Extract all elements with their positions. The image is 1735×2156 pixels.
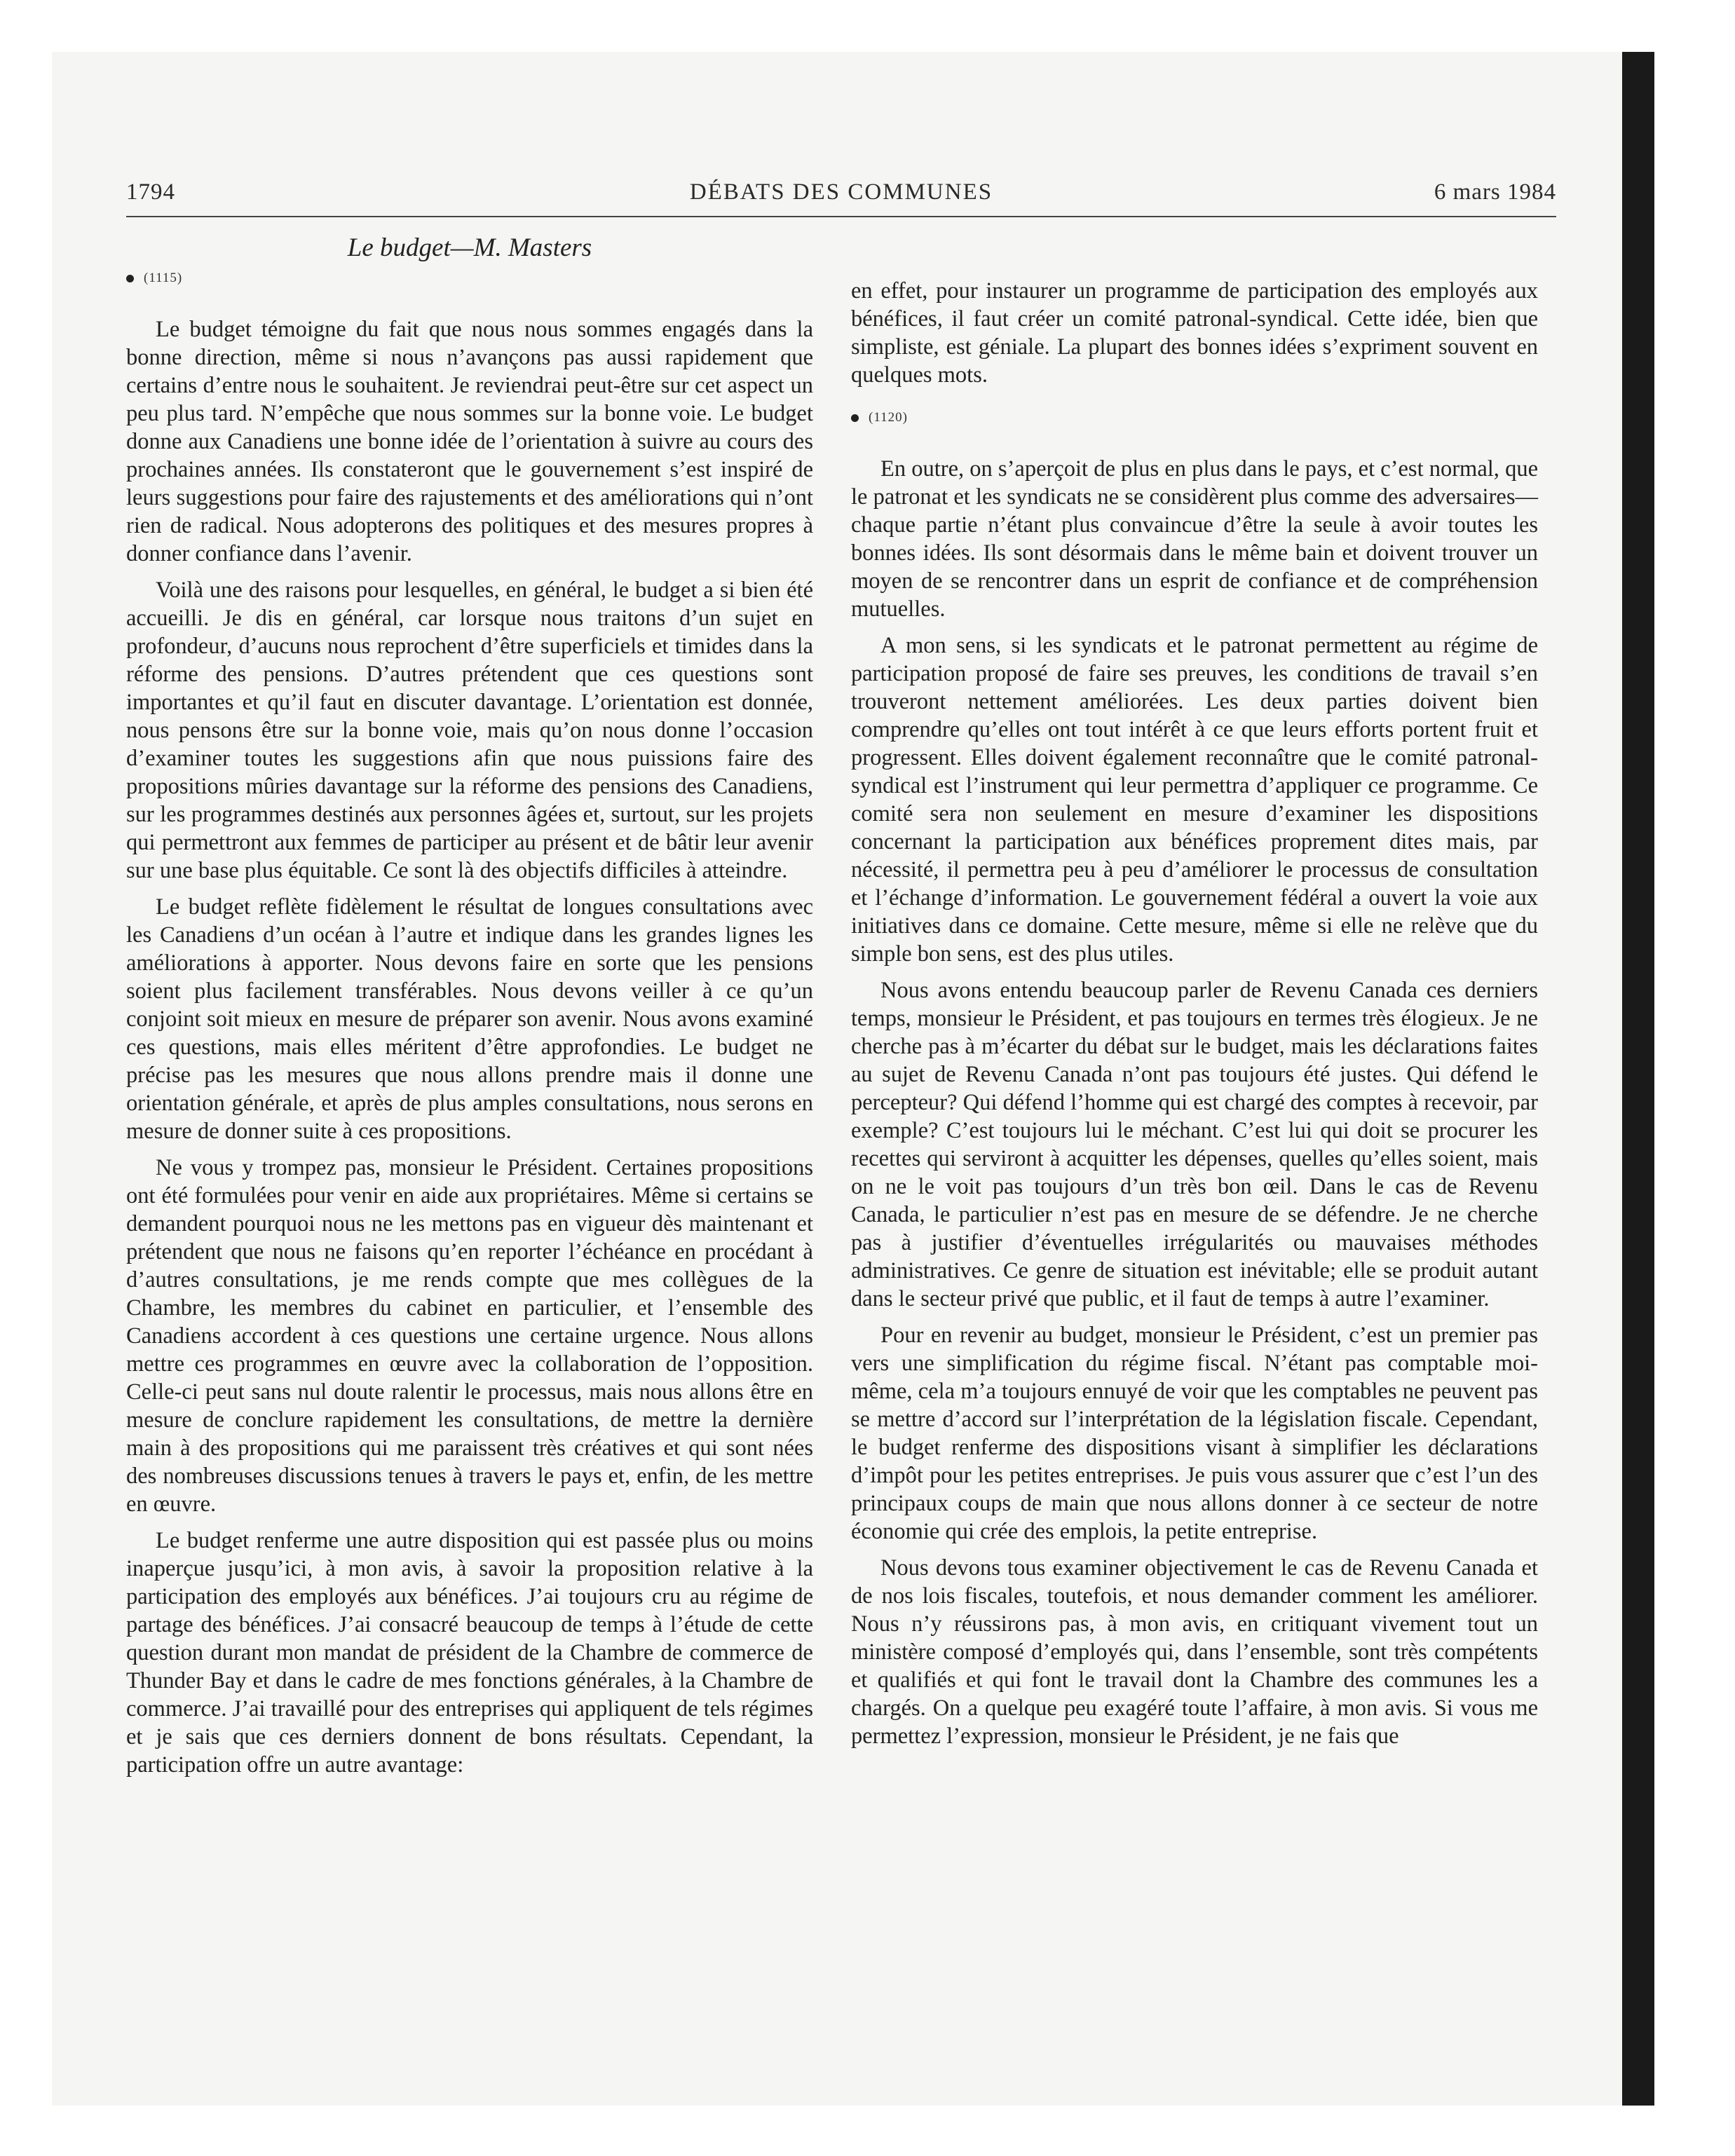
paragraph: Nous devons tous examiner objectivement le cas de Revenu Canada et de nos lois fiscales, toutefois, et nous demander comment les améliorer. Nous n’y réussirons pas, à mon avis, en critiquant vivement tout un ministère composé d’employés qui, dans l’ensemble, sont très compétents et qualifiés et qui font le travail dont la Chambre des communes les a chargés. On a quelque peu exagéré toute l’affaire, à mon avis. Si vous me permettez l’expression, monsieur le Président, je ne fais que bbox=[851, 1555, 1538, 1749]
paragraph: Le budget renferme une autre disposition qui est passée plus ou moins inaperçue jusqu’ici, à mon avis, à savoir la proposition relative à la participation des employés aux bénéfices. J’ai toujours cru au régime de partage des bénéfices. J’ai consacré beaucoup de temps à l’étude de cette question durant mon mandat de président de la Chambre de commerce de Thunder Bay et dans le cadre de mes fonctions générales, à la Chambre de commerce. J’ai travaillé pour des entreprises qui appliquent de tels régimes et je sais que ces derniers donnent de bons résultats. Cependant, la participation offre un autre avantage: bbox=[126, 1528, 813, 1778]
section-title: Le budget—M. Masters bbox=[347, 233, 592, 262]
page-number: 1794 bbox=[126, 179, 175, 205]
paragraph: Nous avons entendu beaucoup parler de Revenu Canada ces derniers temps, monsieur le Président, et pas toujours en termes très élogieux. Je ne cherche pas à m’écarter du débat sur le budget, mais les déclarations faites au sujet de Revenu Canada n’ont pas toujours été justes. Qui défend le percepteur? Qui défend l’homme qui est chargé des comptes à recevoir, par exemple? C’est toujours lui le méchant. C’est lui qui doit se procurer les recettes qui serviront à acquitter les dépenses, quelles qu’elles soient, mais on ne le voit pas toujours d’un très bon œil. Dans le cas de Revenu Canada, le particulier n’est pas en mesure de se défendre. Je ne cherche pas à justifier d’éventuelles irrégularités ou mauvaises méthodes administratives. Ce genre de situation est inévitable; elle se produit autant dans le secteur privé que public, et il faut de temps à autre l’examiner. bbox=[851, 978, 1538, 1311]
paragraph: Le budget témoigne du fait que nous nous sommes engagés dans la bonne direction, même si nous n’avançons pas aussi rapidement que certains d’entre nous le souhaitent. Je reviendrai peut-être sur cet aspect un peu plus tard. N’empêche que nous sommes sur la bonne voie. Le budget donne aux Canadiens une bonne idée de l’orientation à suivre au cours des prochaines années. Ils constateront que le gouvernement s’est inspiré de leurs suggestions pour faire des rajustements et des améliorations qui n’ont rien de radical. Nous adopterons des politiques et des mesures propres à donner confiance dans l’avenir. bbox=[126, 317, 813, 566]
left-column bbox=[126, 268, 813, 1787]
time-marker-text: (1120) bbox=[869, 410, 908, 425]
publication-title: DÉBATS DES COMMUNES bbox=[689, 179, 993, 205]
paragraph-continuation: en effet, pour instaurer un programme de participation des employés aux bénéfices, il faut créer un comité patronal-syndical. Cette idée, bien que simpliste, est géniale. La plupart des bonnes idées s’expriment souvent en quelques mots. bbox=[851, 278, 1538, 388]
right-column bbox=[851, 277, 1538, 1759]
time-marker bbox=[126, 268, 813, 289]
paragraph: En outre, on s’aperçoit de plus en plus dans le pays, et c’est normal, que le patronat et les syndicats ne se considèrent plus comme des adversaires—chaque partie n’étant plus convaincue d’être la seule à avoir toutes les bonnes idées. Ils sont désormais dans le même bain et doivent trouver un moyen de se rencontrer dans un esprit de confiance et de compréhension mutuelles. bbox=[851, 456, 1538, 622]
bullet-icon bbox=[851, 414, 859, 422]
paragraph: Ne vous y trompez pas, monsieur le Président. Certaines propositions ont été formulées pour venir en aide aux propriétaires. Même si certains se demandent pourquoi nous ne les mettons pas en vigueur dès maintenant et prétendent que nous ne faisons qu’en reporter l’échéance en procédant à d’autres consultations, je me rends compte que mes collègues de la Chambre, les membres du cabinet en particulier, et l’ensemble des Canadiens accordent à ces questions une certaine urgence. Nous allons mettre ces programmes en œuvre avec la collaboration de l’opposition. Celle-ci peut sans nul doute ralentir le processus, mais nous allons être en mesure de conclure rapidement les consultations, de mettre la dernière main à des propositions qui me paraissent très créatives et qui sont nées des nombreuses discussions tenues à travers le pays et, enfin, de les mettre en œuvre. bbox=[126, 1155, 813, 1517]
bullet-icon bbox=[126, 275, 134, 282]
paragraph: A mon sens, si les syndicats et le patronat permettent au régime de participation proposé de faire ses preuves, les conditions de travail s’en trouveront nettement améliorées. Les deux parties doivent bien comprendre qu’elles ont tout intérêt à ce que leurs efforts portent fruit et progressent. Elles doivent également reconnaître que le comité patronal-syndical est l’instrument qui leur permettra d’appliquer ce programme. Ce comité sera non seulement en mesure d’examiner les dispositions concernant la participation aux bénéfices proprement dites mais, par nécessité, il permettra peu à peu d’améliorer le processus de consultation et l’échange d’information. Le gouvernement fédéral a ouvert la voie aux initiatives dans ce domaine. Cette mesure, même si elle ne relève que du simple bon sens, est des plus utiles. bbox=[851, 633, 1538, 967]
paragraph: Pour en revenir au budget, monsieur le Président, c’est un premier pas vers une simplification du régime fiscal. N’étant pas comptable moi-même, cela m’a toujours ennuyé de voir que les comptables ne peuvent pas se mettre d’accord sur l’interprétation de la législation fiscale. Cependant, le budget renferme des dispositions visant à simplifier les déclarations d’impôt pour les petites entreprises. Je puis vous assurer que c’est l’un des principaux coups de main que nous allons donner à ce secteur de notre économie qui crée des emplois, la petite entreprise. bbox=[851, 1323, 1538, 1544]
publication-date: 6 mars 1984 bbox=[1434, 179, 1556, 205]
scan-edge-bar bbox=[1622, 52, 1654, 2106]
paragraph: Voilà une des raisons pour lesquelles, en général, le budget a si bien été accueilli. Je dis en général, car lorsque nous traitons d’un sujet en profondeur, d’aucuns nous reprochent d’être superficiels et timides dans la réforme des pensions. D’autres prétendent que ces questions sont importantes et qu’il faut en discuter davantage. L’orientation est donnée, nous pensons être sur la bonne voie, mais qu’on nous donne l’occasion d’examiner toutes les suggestions afin que nous puissions faire des propositions mûries davantage sur la réforme des pensions des Canadiens, sur les programmes destinés aux personnes âgées et, surtout, sur les projets qui permettront aux femmes de participer au présent et de bâtir leur avenir sur une base plus équitable. Ce sont là des objectifs difficiles à atteindre. bbox=[126, 578, 813, 883]
page-header bbox=[126, 179, 1556, 217]
time-marker-text: (1115) bbox=[144, 271, 183, 285]
time-marker bbox=[851, 407, 1538, 428]
paragraph: Le budget reflète fidèlement le résultat de longues consultations avec les Canadiens d’un océan à l’autre et indique dans les grandes lignes les améliorations à apporter. Nous devons faire en sorte que les pensions soient plus facilement transférables. Nous devons veiller à ce qu’un conjoint soit mieux en mesure de préparer son avenir. Nous avons examiné ces questions, mais elles méritent d’être approfondies. Le budget ne précise pas les mesures que nous allons prendre mais il donne une orientation générale, et après de plus amples consultations, nous serons en mesure de donner suite à ces propositions. bbox=[126, 894, 813, 1144]
